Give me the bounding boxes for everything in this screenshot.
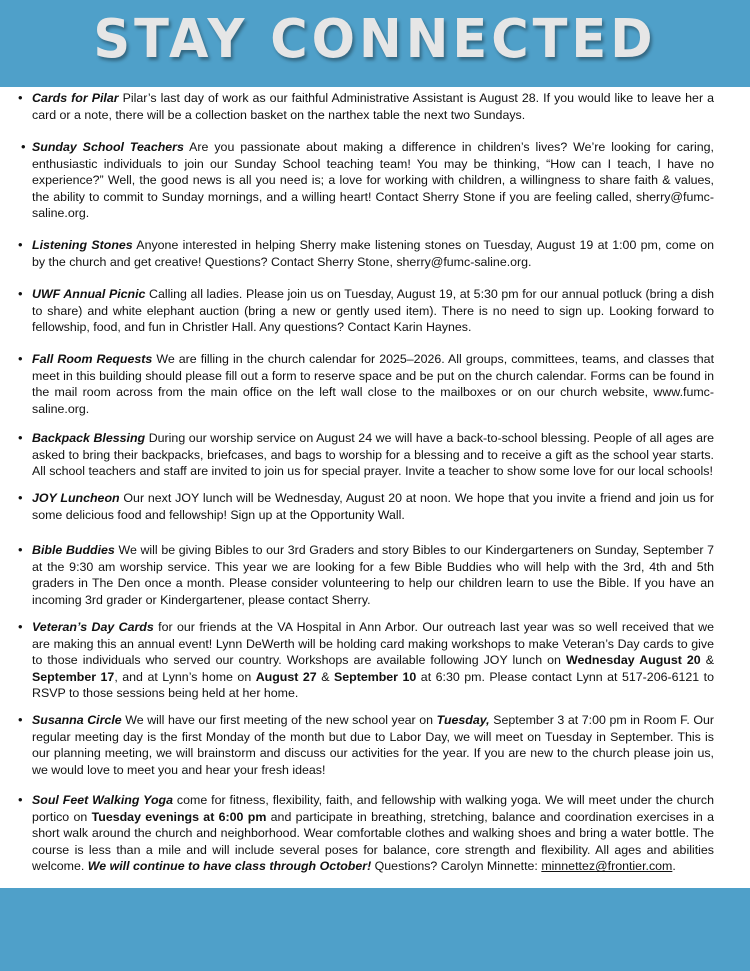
announcement-heading: Sunday School Teachers: [32, 140, 184, 154]
bullet-icon: •: [18, 90, 23, 105]
announcement-cards-for-pilar: [18, 90, 714, 123]
announcement-text: .: [672, 859, 676, 874]
announcement-emphasis: Tuesday,: [436, 713, 490, 727]
bullet-icon: •: [21, 139, 26, 154]
announcement-heading: Soul Feet Walking Yoga: [32, 793, 173, 807]
announcement-susanna-circle: [18, 712, 714, 778]
announcement-body: Our next JOY lunch will be Wednesday, August 20 at noon. We hope that you invite a friend and join us for some delicious food and fellowship! Sign up at the Opportunity Wall.: [32, 491, 714, 522]
announcement-body: come for fitness, flexibility, faith, and fellowship with walking yoga. We will meet under the church portico on: [32, 793, 714, 824]
announcement-bold-date: August 27: [255, 669, 317, 684]
announcement-heading: Fall Room Requests: [32, 352, 153, 366]
announcement-body: at 6:30 pm. Please contact Lynn at 517-206-6121 to RSVP to those sessions being held at her home.: [32, 669, 715, 701]
announcement-heading: Bible Buddies: [32, 543, 115, 557]
announcement-heading: Backpack Blessing: [32, 431, 146, 445]
announcement-heading: JOY Luncheon: [32, 491, 120, 505]
announcement-uwf-annual-picnic: [18, 286, 714, 336]
announcement-body: , and at Lynn’s home on: [114, 669, 256, 684]
announcement-veterans-day-cards: [18, 619, 715, 702]
bullet-icon: •: [18, 490, 23, 505]
header-banner: [0, 0, 750, 87]
bullet-icon: •: [18, 792, 23, 807]
announcement-body: Anyone interested in helping Sherry make listening stones on Tuesday, August 19 at 1:00 pm, come on by the church and get creative! Questions? Contact Sherry Stone, sherry@fumc-saline.org.: [32, 238, 714, 269]
announcement-backpack-blessing: [18, 430, 714, 480]
page-title: STAY CONNECTED: [93, 8, 657, 71]
bullet-icon: •: [18, 351, 23, 366]
announcement-heading: Veteran’s Day Cards: [32, 620, 154, 634]
announcement-bold-date: September 10: [333, 669, 417, 684]
announcement-body: Calling all ladies. Please join us on Tuesday, August 19, at 5:30 pm for our annual potluck (bring a dish to share) and white elephant auction (bring a new or gently used item). There is no need to sign up. Looking forward to fellowship, food, and fun in Christler Hall. Any questions? Contact Karin Haynes.: [32, 287, 714, 335]
announcement-emphasis: We will continue to have class through October!: [87, 859, 372, 874]
bullet-icon: •: [18, 619, 23, 634]
announcement-bold-date: Wednesday August 20: [565, 653, 701, 668]
bullet-icon: •: [18, 286, 23, 301]
announcement-text: &: [316, 669, 334, 684]
announcement-fall-room-requests: [18, 351, 715, 417]
announcement-body: Are you passionate about making a difference in children’s lives? We’re looking for caring, enthusiastic individuals to join our Sunday School teaching team! You may be thinking, “How can I teach, I have no experience?” Well, the good news is all you need is; a love for working with children, a willingness to share faith & values, the ability to commit to Sunday mornings, and a willing heart! Contact Sherry Stone if you are feeling called, sherry@fumc-saline.org.: [32, 140, 714, 221]
announcement-heading: Listening Stones: [32, 238, 133, 252]
announcement-body: We will be giving Bibles to our 3rd Graders and story Bibles to our Kindergarteners on Sunday, September 7 at the 9:30 am worship service. This year we are looking for a few Bible Buddies who will help with the 3rd, 4th and 5th graders in The Den once a month. Please consider volunteering to help our children learn to use the Bible. If you have an incoming 3rd grader or Kindergartener, please contact Sherry.: [32, 543, 714, 607]
announcement-text: &: [700, 653, 714, 668]
announcement-joy-luncheon: [18, 490, 714, 523]
announcement-body: We will have our first meeting of the new school year on: [121, 713, 437, 727]
email-link[interactable]: minnettez@frontier.com: [541, 859, 673, 874]
bullet-icon: •: [18, 430, 23, 445]
footer-banner: [0, 888, 750, 971]
announcement-soul-feet-walking-yoga: [18, 792, 715, 875]
announcement-bible-buddies: [18, 542, 714, 608]
announcement-sunday-school-teachers: [21, 139, 714, 222]
announcement-body: September 3 at 7:00 pm in Room F. Our regular meeting day is the first Monday of the month but due to Labor Day, we will meet on Tuesday in September. This is our planning meeting, we will brainstorm and discuss our activities for the year. If you are new to the church please join us, we would love to meet you and hear your fresh ideas!: [32, 713, 714, 777]
announcement-heading: UWF Annual Picnic: [32, 287, 146, 301]
announcement-bold-time: Tuesday evenings at 6:00 pm: [91, 809, 267, 824]
announcement-body: and participate in breathing, stretching, balance and coordination exercises in a short walk around the church and neighborhood. Wear comfortable clothes and walking shoes and bring a water bottle. The course is less than a mile and will include several poses for balance, core strength and flexibility. All ages and abilities welcome.: [32, 809, 715, 874]
announcement-listening-stones: [18, 237, 714, 270]
announcement-heading: Cards for Pilar: [32, 91, 119, 105]
announcement-body: We are filling in the church calendar for 2025–2026. All groups, committees, teams, and classes that meet in this building should please fill out a form to reserve space and be put on the church calendar. Forms can be found in the mail room across from the main office on the left wall close to the mailboxes or on our church website, www.fumc-saline.org.: [32, 352, 715, 416]
announcement-bold-date: September 17: [32, 669, 115, 684]
announcement-body: Questions? Carolyn Minnette:: [371, 859, 542, 874]
announcement-heading: Susanna Circle: [32, 713, 122, 727]
bullet-icon: •: [18, 542, 23, 557]
announcement-body: for our friends at the VA Hospital in Ann Arbor. Our outreach last year was so well received that we are making this an annual event! Lynn DeWerth will be holding card making workshops to make Veteran’s Day cards to give to those individuals who served our country. Workshops are available following JOY lunch on: [32, 620, 715, 668]
bullet-icon: •: [18, 237, 23, 252]
announcement-body: Pilar’s last day of work as our faithful Administrative Assistant is August 28. If you would like to leave her a card or a note, there will be a collection basket on the narthex table the next two Sundays.: [32, 91, 714, 122]
bullet-icon: •: [18, 712, 23, 727]
announcement-body: During our worship service on August 24 we will have a back-to-school blessing. People of all ages are asked to bring their backpacks, briefcases, and bags to worship for a blessing and to receive a gift as the school year starts. All school teachers and staff are invited to join us for special prayer. Invite a teacher to show some love for our local schools!: [32, 431, 714, 479]
